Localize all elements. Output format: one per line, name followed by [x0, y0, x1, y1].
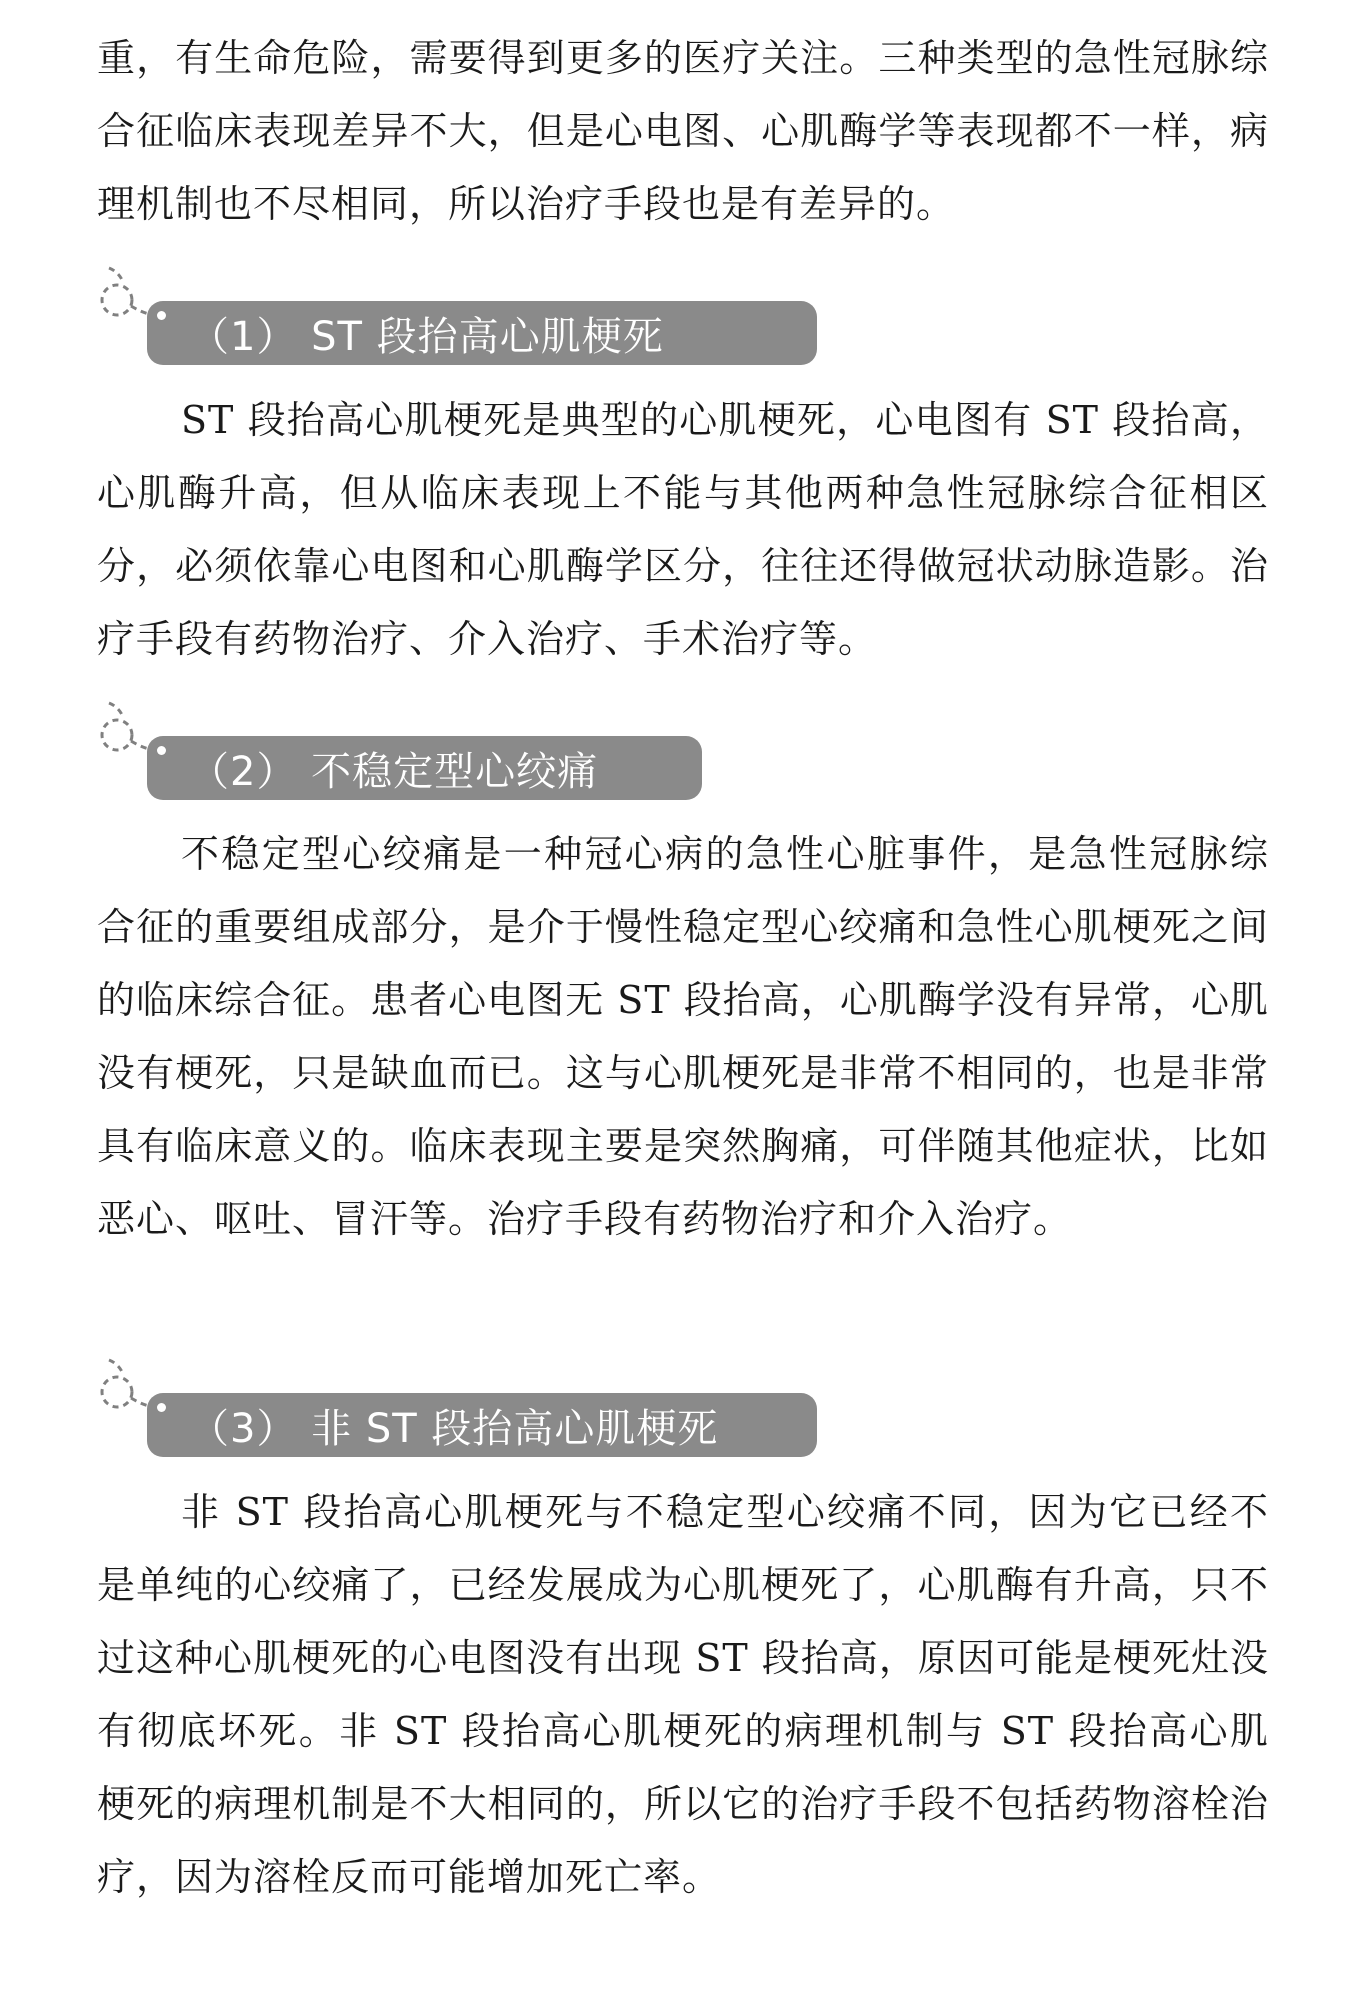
section-heading-text: （1） ST 段抬高心肌梗死 — [189, 313, 664, 360]
section-heading-pill — [147, 1393, 817, 1457]
section-body-1: ST 段抬高心肌梗死是典型的心肌梗死，心电图有 ST 段抬高，心肌酶升高，但从临床表现上不能与其他两种急性冠脉综合征相区分，必须依靠心电图和心肌酶学区分，往往还得做冠状动脉造影。治疗手段有药物治疗、介入治疗、手术治疗等。 — [97, 398, 1269, 661]
section-heading-text: （2） 不稳定型心绞痛 — [189, 748, 599, 795]
section-heading-3 — [97, 1354, 827, 1452]
section-body-2: 不稳定型心绞痛是一种冠心病的急性心脏事件，是急性冠脉综合征的重要组成部分，是介于慢性稳定型心绞痛和急性心肌梗死之间的临床综合征。患者心电图无 ST 段抬高，心肌酶学没有异常，心肌没有梗死，只是缺血而已。这与心肌梗死是非常不相同的，也是非常具有临床意义的。临床表现主要是突然胸痛，可伴随其他症状，比如恶心、呕吐、冒汗等。治疗手段有药物治疗和介入治疗。 — [97, 832, 1269, 1241]
intro-paragraph: 重，有生命危险，需要得到更多的医疗关注。三种类型的急性冠脉综合征临床表现差异不大，但是心电图、心肌酶学等表现都不一样，病理机制也不尽相同，所以治疗手段也是有差异的。 — [97, 36, 1269, 226]
bullet-dot-icon — [157, 311, 166, 320]
section-heading-2 — [97, 697, 717, 795]
bullet-dot-icon — [157, 746, 166, 755]
section-heading-text: （3） 非 ST 段抬高心肌梗死 — [189, 1405, 719, 1452]
bullet-dot-icon — [157, 1403, 166, 1412]
section-body-3: 非 ST 段抬高心肌梗死与不稳定型心绞痛不同，因为它已经不是单纯的心绞痛了，已经发展成为心肌梗死了，心肌酶有升高，只不过这种心肌梗死的心电图没有出现 ST 段抬高，原因可能是梗死灶没有彻底坏死。非 ST 段抬高心肌梗死的病理机制与 ST 段抬高心肌梗死的病理机制是不大相同的，所以它的治疗手段不包括药物溶栓治疗，因为溶栓反而可能增加死亡率。 — [97, 1490, 1269, 1899]
section-heading-pill — [147, 736, 702, 800]
section-heading-pill — [147, 301, 817, 365]
section-heading-1 — [97, 262, 817, 360]
